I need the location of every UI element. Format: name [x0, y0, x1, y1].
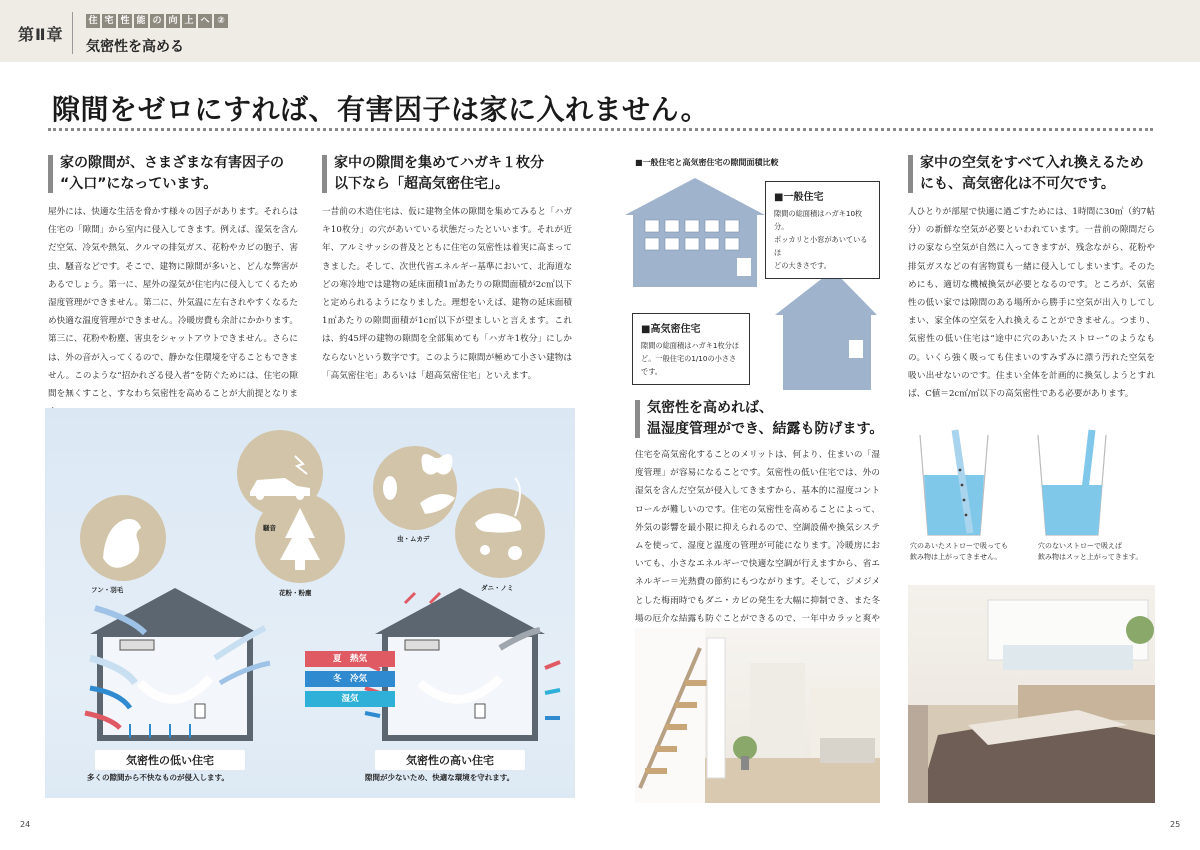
section1-heading-line2: “入口”になっています。 [60, 176, 218, 192]
airtight-house-text-1: 隙間の総面積はハガキ1枚分ほ [641, 341, 740, 350]
beetle-icon [383, 476, 397, 500]
airtight-house-label: ■高気密住宅 [641, 324, 701, 335]
label-mites: ダニ・ノミ [481, 584, 514, 592]
page-number-left: 24 [20, 820, 31, 829]
section2-heading-line1: 家中の隙間を集めてハガキ１枚分 [334, 155, 544, 171]
section4-body: 人ひとりが部屋で快適に過ごすためには、1時間に30㎥（約7帖分）の新鮮な空気が必要といわれています。一昔前の隙間だらけの家なら空気が自然に入ってきますが、残念ながら、花粉や排気ガスなどの有害物質も一緒に侵入してしまいます。そのためにも、適切な機械換気が必要となるのです。ところが、気密性の低い家では隙間のある場所から勝手に空気が出入りしてしまい、家全体の空気を入れ換えることができません。つまり、気密性の低い住宅は“途中に穴のあいたストロー”のようなもの。いくら強く吸っても住まいのすみずみに漂う汚れた空気を吸い出せないのです。住まい全体を計画的に換気しようとすれば、C値＝2c㎡/㎡以下の高気密性である必要があります。 [908, 207, 1155, 400]
tag-summer: 夏 熱気 [305, 651, 395, 667]
tag-humidity: 湿気 [305, 691, 395, 707]
airtightness-illustration [45, 408, 575, 798]
label-noise: 騒音 [263, 524, 276, 532]
label-pollen: 花粉・粉塵 [279, 589, 312, 597]
general-house-text-3: どの大きさです。 [774, 261, 831, 270]
section2-body: 一昔前の木造住宅は、仮に建物全体の隙間を集めてみると「ハガキ10枚分」の穴があいている状態だったといいます。それが近年、アルミサッシの普及とともに住宅の気密性は着実に高まってきました。そして、次世代省エネルギー基準において、北海道などの寒冷地では建物の延床面積1㎡あたりの隙間面積が2c㎡以下と定められるようになりました。理想をいえば、建物の延床面積1㎡あたりの隙間面積が1c㎡以下が望ましいと言えます。これは、約45坪の建物の隙間を全部集めても「ハガキ1枚分」にしかならないという数字です。このように隙間が極めて小さい建物は「高気密住宅」あるいは「超高気密住宅」といえます。 [322, 207, 572, 381]
section3-heading-line2: 温湿度管理ができ、結露も防げます。 [647, 421, 884, 437]
section1-body: 屋外には、快適な生活を脅かす様々の因子があります。それらは住宅の「隙間」から室内に侵入してきます。例えば、湿気を含んだ空気、冷気や熱気、クルマの排気ガス、花粉やカビの胞子、害虫、騒音などです。そこで、建物に隙間が多いと、どんな弊害があるでしょう。第一に、屋外の湿気が住宅内に侵入してくるため湿度管理ができません。第二に、外気温に左右されやすくなるため快適な温度管理ができません。冷暖房費も余計にかかります。第三に、花粉や粉塵、害虫をシャットアウトできません。さらには、外の音が入ってくるので、静かな住環境を守ることもできません。このような“招かれざる侵入者”を防ぐためには、住宅の隙間を無くすこと、すなわち気密性を高めることが大前提となりま [48, 207, 298, 400]
living-room-graphic [635, 628, 880, 803]
header-subtitle-char: 性 [118, 14, 132, 28]
section4-heading-line1: 家中の空気をすべて入れ換えるため [920, 155, 1144, 171]
header-divider [72, 12, 73, 54]
page-number-right: 25 [1170, 820, 1181, 829]
low-house-caption: 多くの隙間から不快なものが侵入します。 [87, 773, 229, 782]
header-subtitle-char: 向 [166, 14, 180, 28]
illustration-graphics [45, 408, 575, 798]
general-house-text-2: ポッカリと小窓があいているほ [774, 235, 868, 257]
low-house-roof [90, 588, 260, 634]
section1-heading [48, 153, 308, 195]
header-subtitle-char: へ [198, 14, 212, 28]
header-subtitle [86, 14, 228, 28]
airtight-house-text-2: ど。一般住宅の1/10の小ささ [641, 354, 737, 363]
general-house-label: ■一般住宅 [774, 192, 824, 203]
straw-left-caption [910, 541, 1008, 563]
straw-right-caption [1038, 541, 1142, 563]
comparison-title: ■一般住宅と高気密住宅の隙間面積比較 [635, 158, 779, 167]
straw-left-caption-1: 穴のあいたストローで吸っても [910, 542, 1008, 550]
high-house-caption: 隙間が少ないため、快適な環境を守れます。 [365, 773, 515, 782]
high-house-roof [375, 588, 545, 634]
chapter-label: 第Ⅱ章 [18, 25, 64, 44]
general-house-text-1: 隙間の総面積はハガキ10枚分。 [774, 209, 863, 231]
section4-heading [908, 153, 1168, 195]
header-subtitle-char: の [150, 14, 164, 28]
header-subtitle-char: 上 [182, 14, 196, 28]
header-subtitle-char: ② [214, 14, 228, 28]
low-house-label: 気密性の低い住宅 [95, 750, 245, 770]
section3-heading [635, 398, 895, 440]
header-title: 気密性を高める [86, 39, 184, 55]
section4-heading-line2: にも、高気密化は不可欠です。 [920, 176, 1115, 192]
airtight-house-callout [632, 313, 750, 385]
section2-heading-line2: 以下なら「超高気密住宅」。 [334, 176, 509, 192]
tag-winter: 冬 冷気 [305, 671, 395, 687]
straw-right-caption-2: 飲み物はスッと上がってきます。 [1038, 553, 1143, 561]
straw-graphic [910, 425, 1150, 545]
interior-photo-living [635, 628, 880, 803]
header-subtitle-char: 住 [86, 14, 100, 28]
straw-right-caption-1: 穴のないストローで吸えば [1038, 542, 1122, 550]
section1-heading-line1: 家の隙間が、さまざまな有害因子の [60, 155, 284, 171]
mites-circle [455, 488, 545, 578]
section3-heading-line1: 気密性を高めれば、 [647, 400, 773, 416]
interior-photo-bedroom [908, 585, 1155, 803]
airtight-house-text-3: です。 [641, 367, 662, 376]
straw-left-caption-2: 飲み物は上がってきません。 [910, 553, 1002, 561]
high-house-label: 気密性の高い住宅 [375, 750, 525, 770]
page-headline: 隙間をゼロにすれば、有害因子は家に入れません。 [52, 93, 710, 126]
section3-body: 住宅を高気密化することのメリットは、何より、住まいの「湿度管理」が容易になることです。気密性の低い住宅では、外の湿気を含んだ空気が侵入してきますから、基本的に湿度コントロールが難しいのです。住宅の気密性を高めることによって、外気の影響を最小限に抑えられるので、空調設備や換気システムを使って、湿度と温度の管理が可能になります。冷暖房においても、小さなエネルギーで快適な空調が行えますから、省エネルギー＝光熱費の節約にもつながります。そして、ジメジメとした梅雨時でもダニ・カビの発生を大幅に抑制でき、また冬場の厄介な結露も防ぐことができるので、一年中カラッと爽や [635, 450, 880, 624]
bedroom-graphic [908, 585, 1155, 803]
header-subtitle-char: 宅 [102, 14, 116, 28]
header-subtitle-char: 能 [134, 14, 148, 28]
general-house-callout [765, 181, 880, 279]
section2-heading [322, 153, 582, 195]
dotted-divider [48, 128, 1153, 131]
label-fun: フン・羽毛 [91, 586, 124, 594]
label-bugs: 虫・ムカデ [397, 535, 430, 543]
